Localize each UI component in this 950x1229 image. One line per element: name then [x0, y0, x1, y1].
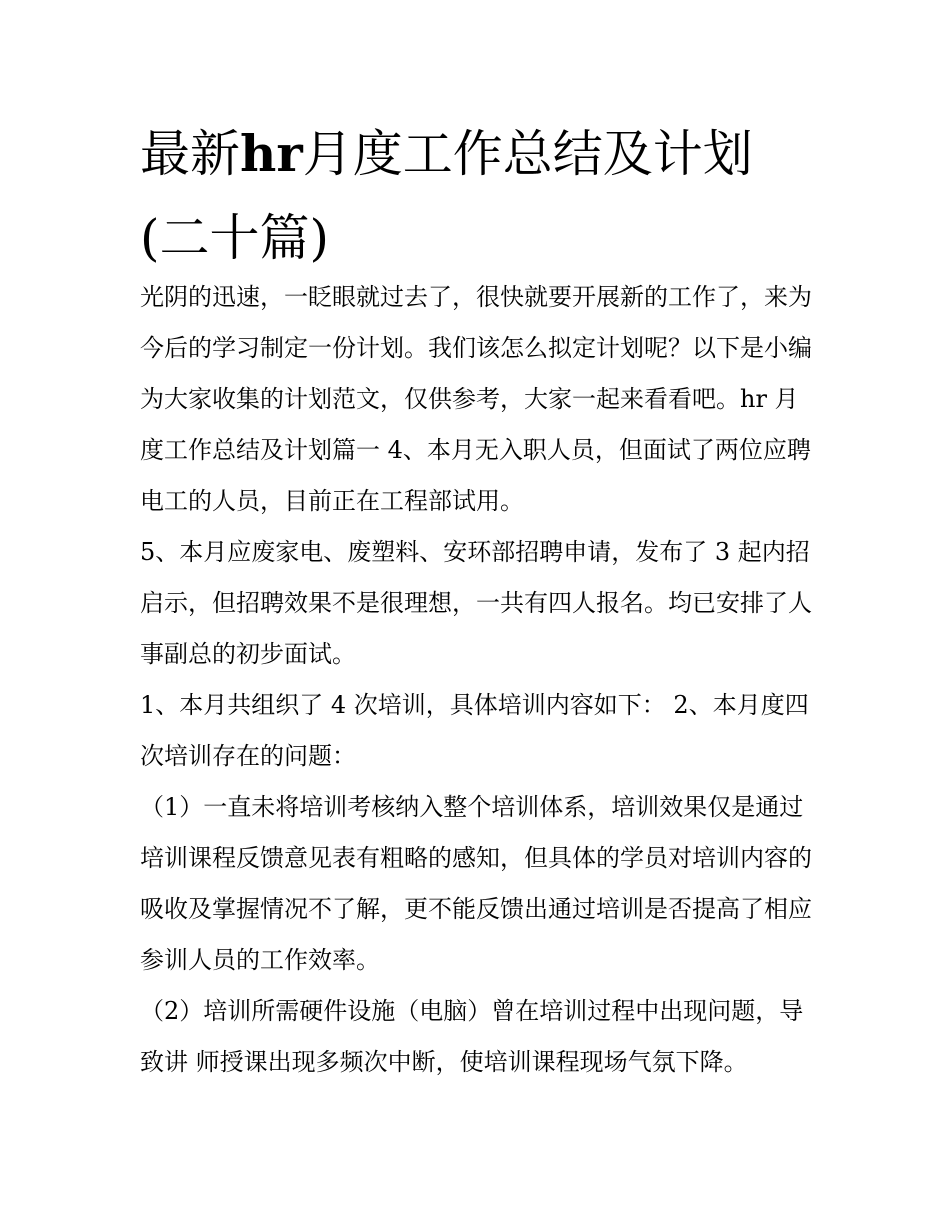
document-title [140, 112, 820, 280]
paragraph-5: （2）培训所需硬件设施（电脑）曾在培训过程中出现问题，导致讲 师授课出现多频次中断，使培训课程现场气氛下降。 [140, 997, 804, 1076]
paragraph-1: 光阴的迅速，一眨眼就过去了，很快就要开展新的工作了，来为今后的学习制定一份计划。我们该怎么拟定计划呢？以下是小编为大家收集的计划范文，仅供参考，大家一起来看看吧。hr 月度工作总结及计划篇一 4、本月无入职人员，但面试了两位应聘电工的人员，目前正在工程部试用。 [140, 283, 812, 515]
title-part-3: 月度工作总结及计划(二十篇) [140, 125, 753, 267]
title-part-2: hr [240, 124, 303, 183]
title-part-1: 最新 [140, 125, 240, 183]
paragraph-3: 1、本月共组织了 4 次培训，具体培训内容如下： 2、本月度四次培训存在的问题： [140, 691, 809, 770]
document-body [140, 272, 820, 1088]
paragraph-4: （1）一直未将培训考核纳入整个培训体系，培训效果仅是通过培训课程反馈意见表有粗略的感知，但具体的学员对培训内容的吸收及掌握情况不了解，更不能反馈出通过培训是否提高了相应参训人员的工作效率。 [140, 793, 812, 974]
paragraph-2: 5、本月应废家电、废塑料、安环部招聘申请，发布了 3 起内招启示，但招聘效果不是很理想，一共有四人报名。均已安排了人事副总的初步面试。 [140, 538, 812, 668]
